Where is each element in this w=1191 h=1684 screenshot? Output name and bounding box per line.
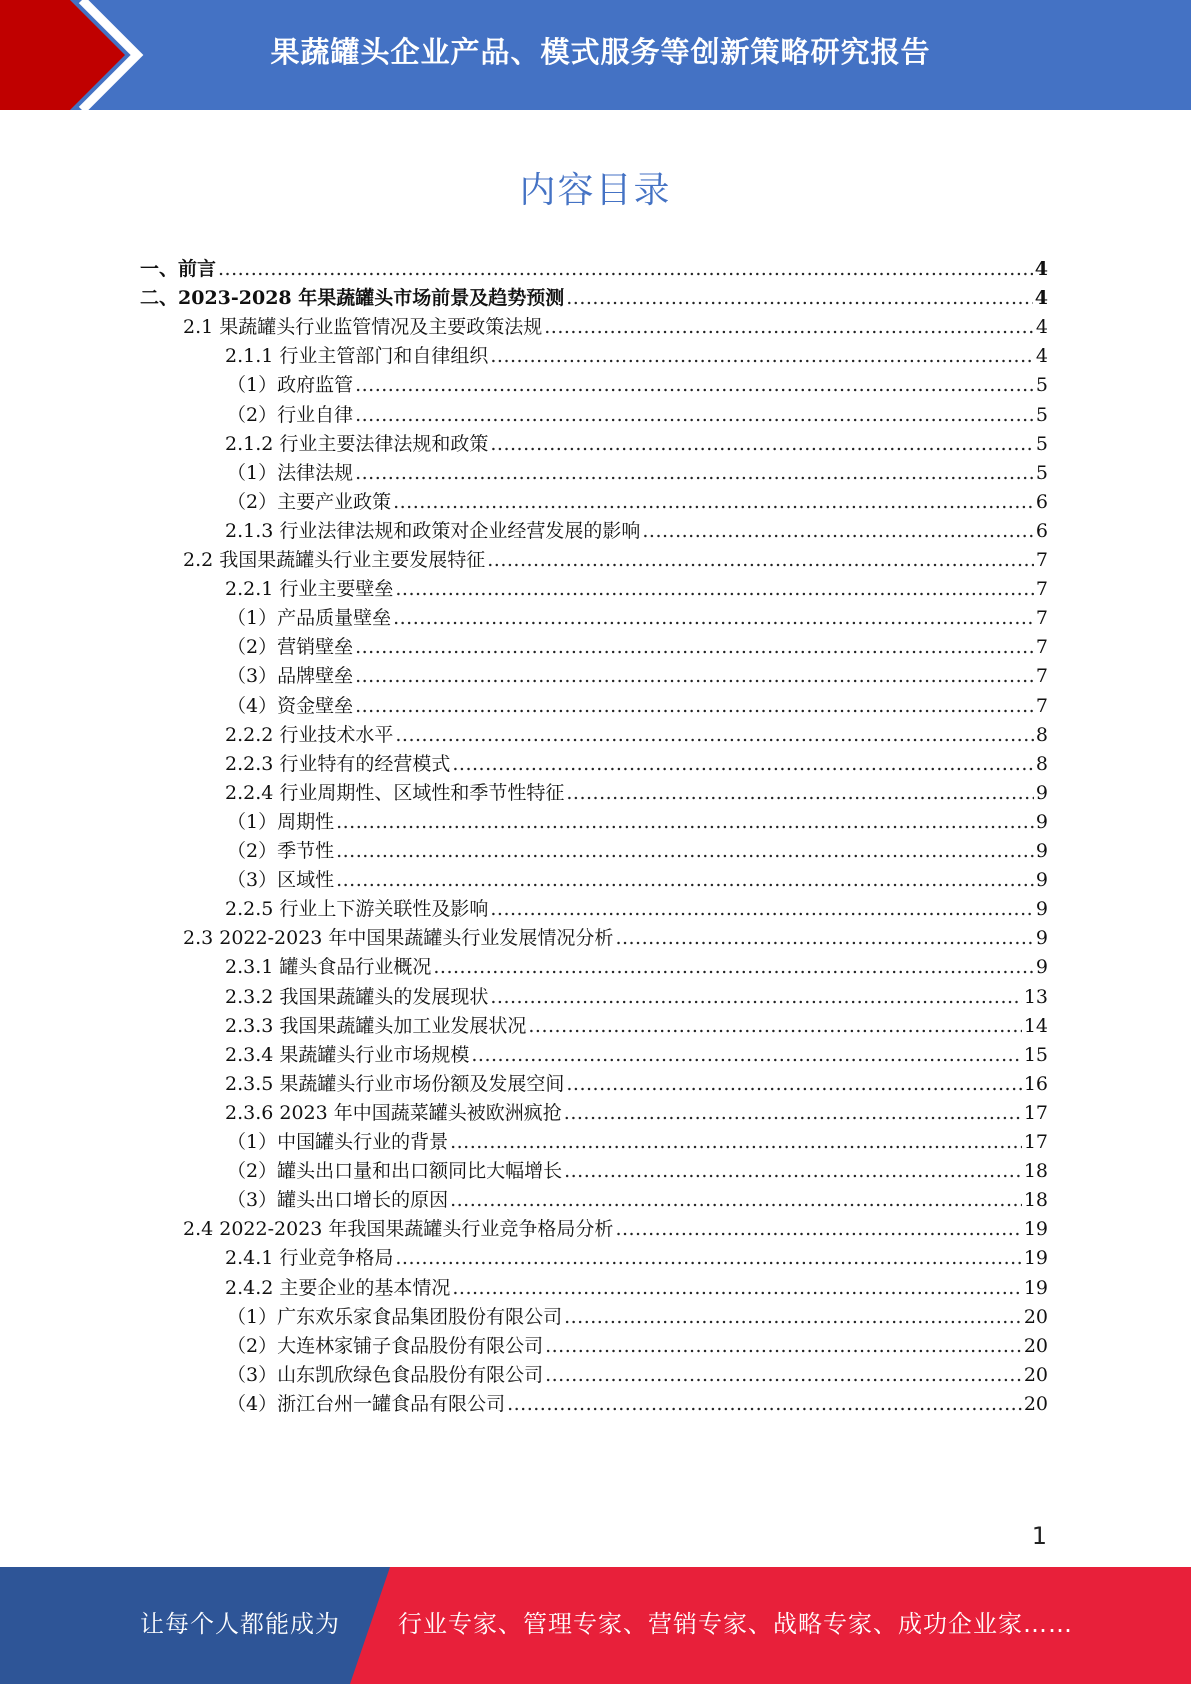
toc-entry-page: 20	[1023, 1305, 1048, 1328]
toc-entry-page: 9	[1035, 781, 1048, 804]
toc-dot-leader	[355, 400, 1034, 431]
toc-dot-leader	[355, 661, 1034, 692]
report-title: 果蔬罐头企业产品、模式服务等创新策略研究报告	[270, 35, 931, 69]
toc-dot-leader	[490, 982, 1021, 1013]
toc-entry[interactable]	[225, 982, 1048, 1013]
toc-entry-label: （2）季节性	[227, 840, 335, 862]
toc-entry-label: （2）营销壁垒	[227, 636, 354, 659]
toc-entry-page: 6	[1035, 519, 1048, 542]
toc-entry-label: 2.4.1 行业竞争格局	[225, 1247, 394, 1270]
toc-dot-leader	[566, 283, 1033, 314]
toc-entry[interactable]	[225, 341, 1048, 372]
footer-slogan-left: 让每个人都能成为	[140, 1610, 340, 1638]
toc-dot-leader	[566, 778, 1034, 809]
toc-entry[interactable]	[225, 429, 1048, 460]
toc-entry-label: （2）行业自律	[227, 403, 354, 426]
toc-entry-label: 2.4.2 主要企业的基本情况	[225, 1276, 451, 1299]
toc-entry-page: 7	[1035, 549, 1048, 571]
toc-dot-leader	[452, 749, 1034, 780]
toc-entry[interactable]	[227, 865, 1048, 896]
toc-entry[interactable]	[225, 894, 1048, 925]
toc-entry-page: 7	[1035, 578, 1048, 601]
toc-entry-label: 二、2023-2028 年果蔬罐头市场前景及趋势预测	[140, 287, 565, 310]
page-number: 1	[1031, 1522, 1047, 1550]
page-footer	[0, 1567, 1191, 1684]
toc-entry-label: （1）政府监管	[227, 374, 354, 397]
toc-entry-label: 2.1.2 行业主要法律法规和政策	[225, 432, 489, 455]
toc-entry-label: 2.3.1 罐头食品行业概况	[225, 956, 432, 979]
toc-entry-page: 14	[1023, 1014, 1048, 1037]
toc-dot-leader	[642, 516, 1034, 547]
toc-entry[interactable]	[227, 691, 1048, 722]
toc-entry-page: 9	[1035, 956, 1048, 979]
toc-entry[interactable]	[225, 1273, 1048, 1304]
toc-dot-leader	[545, 1360, 1022, 1391]
toc-entry-label: （3）区域性	[227, 869, 335, 892]
toc-dot-leader	[528, 1011, 1021, 1042]
toc-entry-page: 5	[1035, 432, 1048, 455]
toc-dot-leader	[336, 836, 1034, 867]
toc-entry-page: 7	[1035, 665, 1048, 688]
toc-entry[interactable]	[227, 836, 1048, 867]
toc-dot-leader	[433, 952, 1034, 983]
toc-entry-label: 2.3.3 我国果蔬罐头加工业发展状况	[225, 1014, 527, 1037]
toc-dot-leader	[355, 370, 1034, 401]
toc-entry-label: 2.4 2022-2023 年我国果蔬罐头行业竞争格局分析	[183, 1218, 614, 1241]
toc-entry-page: 7	[1035, 607, 1048, 630]
toc-entry[interactable]	[225, 1098, 1048, 1129]
toc-entry-label: （3）罐头出口增长的原因	[227, 1189, 449, 1212]
toc-entry[interactable]	[225, 1069, 1048, 1100]
toc-dot-leader	[450, 1127, 1022, 1158]
toc-title: 内容目录	[519, 170, 672, 211]
toc-entry[interactable]	[227, 1185, 1048, 1216]
toc-entry-label: 2.1.1 行业主管部门和自律组织	[225, 345, 489, 368]
toc-dot-leader	[452, 1273, 1021, 1304]
toc-entry[interactable]	[225, 952, 1048, 983]
toc-entry[interactable]	[227, 661, 1048, 692]
toc-entry-label: 2.3 2022-2023 年中国果蔬罐头行业发展情况分析	[183, 927, 614, 950]
toc-entry-page: 8	[1035, 752, 1048, 775]
toc-entry-label: （2）主要产业政策	[227, 490, 392, 513]
toc-entry-label: （1）周期性	[227, 810, 335, 833]
toc-dot-leader	[395, 1243, 1021, 1274]
toc-dot-leader	[336, 807, 1034, 838]
toc-dot-leader	[450, 1185, 1022, 1216]
toc-entry[interactable]	[227, 400, 1048, 431]
toc-entry-label: 2.2.4 行业周期性、区域性和季节性特征	[225, 781, 565, 804]
toc-entry-page: 19	[1023, 1276, 1048, 1299]
toc-entry-page: 7	[1035, 636, 1048, 659]
toc-entry[interactable]	[227, 1156, 1048, 1187]
toc-entry-label: （1）产品质量壁垒	[227, 607, 392, 630]
toc-entry-page: 9	[1035, 869, 1048, 892]
toc-entry-label: 2.3.2 我国果蔬罐头的发展现状	[225, 985, 489, 1008]
page-header	[0, 0, 1191, 110]
toc-entry-label: 一、前言	[140, 258, 217, 280]
toc-entry[interactable]	[225, 749, 1048, 780]
toc-dot-leader	[471, 1040, 1021, 1071]
toc-dot-leader	[544, 312, 1034, 343]
toc-entry[interactable]	[227, 1389, 1048, 1420]
toc-entry-label: （3）品牌壁垒	[227, 665, 354, 688]
toc-dot-leader	[490, 429, 1034, 460]
toc-dot-leader	[507, 1389, 1022, 1420]
toc-entry[interactable]	[227, 1360, 1048, 1391]
toc-dot-leader	[566, 1069, 1021, 1100]
toc-entry[interactable]	[227, 603, 1048, 634]
toc-entry-page: 4	[1034, 287, 1048, 310]
toc-entry[interactable]	[227, 487, 1048, 518]
toc-dot-leader	[355, 691, 1034, 722]
toc-entry-page: 20	[1023, 1392, 1048, 1415]
toc-dot-leader	[218, 254, 1033, 285]
toc-dot-leader	[490, 341, 1034, 372]
header-arrow-decoration	[0, 0, 160, 110]
toc-dot-leader	[545, 1331, 1022, 1362]
toc-entry[interactable]	[183, 312, 1048, 343]
toc-entry-page: 17	[1023, 1131, 1048, 1153]
toc-entry-page: 7	[1035, 694, 1048, 717]
toc-entry-page: 15	[1023, 1043, 1048, 1066]
toc-entry-label: 2.3.6 2023 年中国蔬菜罐头被欧洲疯抢	[225, 1101, 562, 1124]
toc-entry[interactable]	[140, 283, 1048, 314]
toc-entry-page: 4	[1035, 316, 1048, 339]
toc-entry-page: 19	[1023, 1218, 1048, 1241]
toc-entry-page: 20	[1023, 1334, 1048, 1357]
toc-entry[interactable]	[225, 1011, 1048, 1042]
toc-entry-page: 18	[1023, 1189, 1048, 1212]
toc-entry-page: 5	[1035, 461, 1048, 484]
toc-entry-page: 9	[1035, 898, 1048, 921]
toc-entry-label: （3）山东凯欣绿色食品股份有限公司	[227, 1363, 544, 1386]
toc-entry[interactable]	[225, 574, 1048, 605]
toc-entry-page: 4	[1035, 345, 1048, 368]
toc-entry[interactable]	[227, 632, 1048, 663]
toc-entry[interactable]	[225, 516, 1048, 547]
toc-entry-label: 2.2.1 行业主要壁垒	[225, 578, 394, 601]
toc-entry-label: 2.2.5 行业上下游关联性及影响	[225, 898, 489, 921]
toc-entry-page: 20	[1023, 1363, 1048, 1386]
toc-entry-page: 17	[1023, 1101, 1048, 1124]
toc-dot-leader	[487, 545, 1034, 576]
toc-entry[interactable]	[227, 458, 1048, 489]
toc-entry[interactable]	[227, 1127, 1048, 1158]
toc-dot-leader	[395, 720, 1034, 751]
toc-entry-page: 9	[1035, 927, 1048, 950]
toc-entry-label: 2.2.2 行业技术水平	[225, 723, 394, 746]
toc-dot-leader	[564, 1156, 1022, 1187]
toc-entry-page: 9	[1035, 840, 1048, 862]
toc-entry-label: （4）资金壁垒	[227, 694, 354, 717]
toc-entry-page: 8	[1035, 723, 1048, 746]
toc-entry-label: （2）大连林家铺子食品股份有限公司	[227, 1334, 544, 1357]
toc-entry-label: 2.3.5 果蔬罐头行业市场份额及发展空间	[225, 1072, 565, 1095]
toc-entry[interactable]	[225, 720, 1048, 751]
toc-entry[interactable]	[227, 807, 1048, 838]
toc-dot-leader	[615, 1214, 1021, 1245]
toc-entry[interactable]	[225, 1040, 1048, 1071]
toc-entry[interactable]	[227, 1331, 1048, 1362]
toc-entry[interactable]	[183, 545, 1048, 576]
toc-dot-leader	[355, 632, 1034, 663]
toc-entry-label: 2.2 我国果蔬罐头行业主要发展特征	[183, 549, 486, 571]
toc-entry-page: 19	[1023, 1247, 1048, 1270]
toc-entry-label: （1）法律法规	[227, 461, 354, 484]
toc-entry[interactable]	[183, 1214, 1048, 1245]
toc-dot-leader	[615, 923, 1033, 954]
toc-entry-page: 6	[1035, 490, 1048, 513]
toc-dot-leader	[395, 574, 1034, 605]
toc-entry-label: 2.2.3 行业特有的经营模式	[225, 752, 451, 775]
toc-entry-label: （4）浙江台州一罐食品有限公司	[227, 1392, 506, 1415]
toc-entry-label: （1）中国罐头行业的背景	[227, 1131, 449, 1153]
toc-entry-page: 5	[1035, 403, 1048, 426]
toc-entry-page: 5	[1035, 374, 1048, 397]
footer-slogan-right: 行业专家、管理专家、营销专家、战略专家、成功企业家……	[398, 1610, 1073, 1638]
toc-dot-leader	[336, 865, 1034, 896]
toc-entry-label: （1）广东欢乐家食品集团股份有限公司	[227, 1305, 563, 1328]
toc-entry-page: 16	[1023, 1072, 1048, 1095]
toc-entry-page: 4	[1034, 258, 1048, 280]
toc-entry-page: 9	[1035, 810, 1048, 833]
toc-entry-label: （2）罐头出口量和出口额同比大幅增长	[227, 1160, 563, 1183]
toc-dot-leader	[564, 1098, 1022, 1129]
toc-entry[interactable]	[227, 1302, 1048, 1333]
toc-entry-page: 13	[1023, 985, 1048, 1008]
toc-dot-leader	[564, 1302, 1022, 1333]
toc-dot-leader	[355, 458, 1034, 489]
toc-dot-leader	[393, 487, 1034, 518]
toc-entry[interactable]	[140, 254, 1048, 285]
toc-entry[interactable]	[225, 778, 1048, 809]
toc-entry-label: 2.1.3 行业法律法规和政策对企业经营发展的影响	[225, 519, 641, 542]
toc-entry[interactable]	[183, 923, 1048, 954]
toc-dot-leader	[490, 894, 1034, 925]
toc-entry-label: 2.3.4 果蔬罐头行业市场规模	[225, 1043, 470, 1066]
toc-entry[interactable]	[227, 370, 1048, 401]
toc-entry[interactable]	[225, 1243, 1048, 1274]
toc-entry-label: 2.1 果蔬罐头行业监管情况及主要政策法规	[183, 316, 543, 339]
toc-dot-leader	[393, 603, 1034, 634]
toc-entry-page: 18	[1023, 1160, 1048, 1183]
